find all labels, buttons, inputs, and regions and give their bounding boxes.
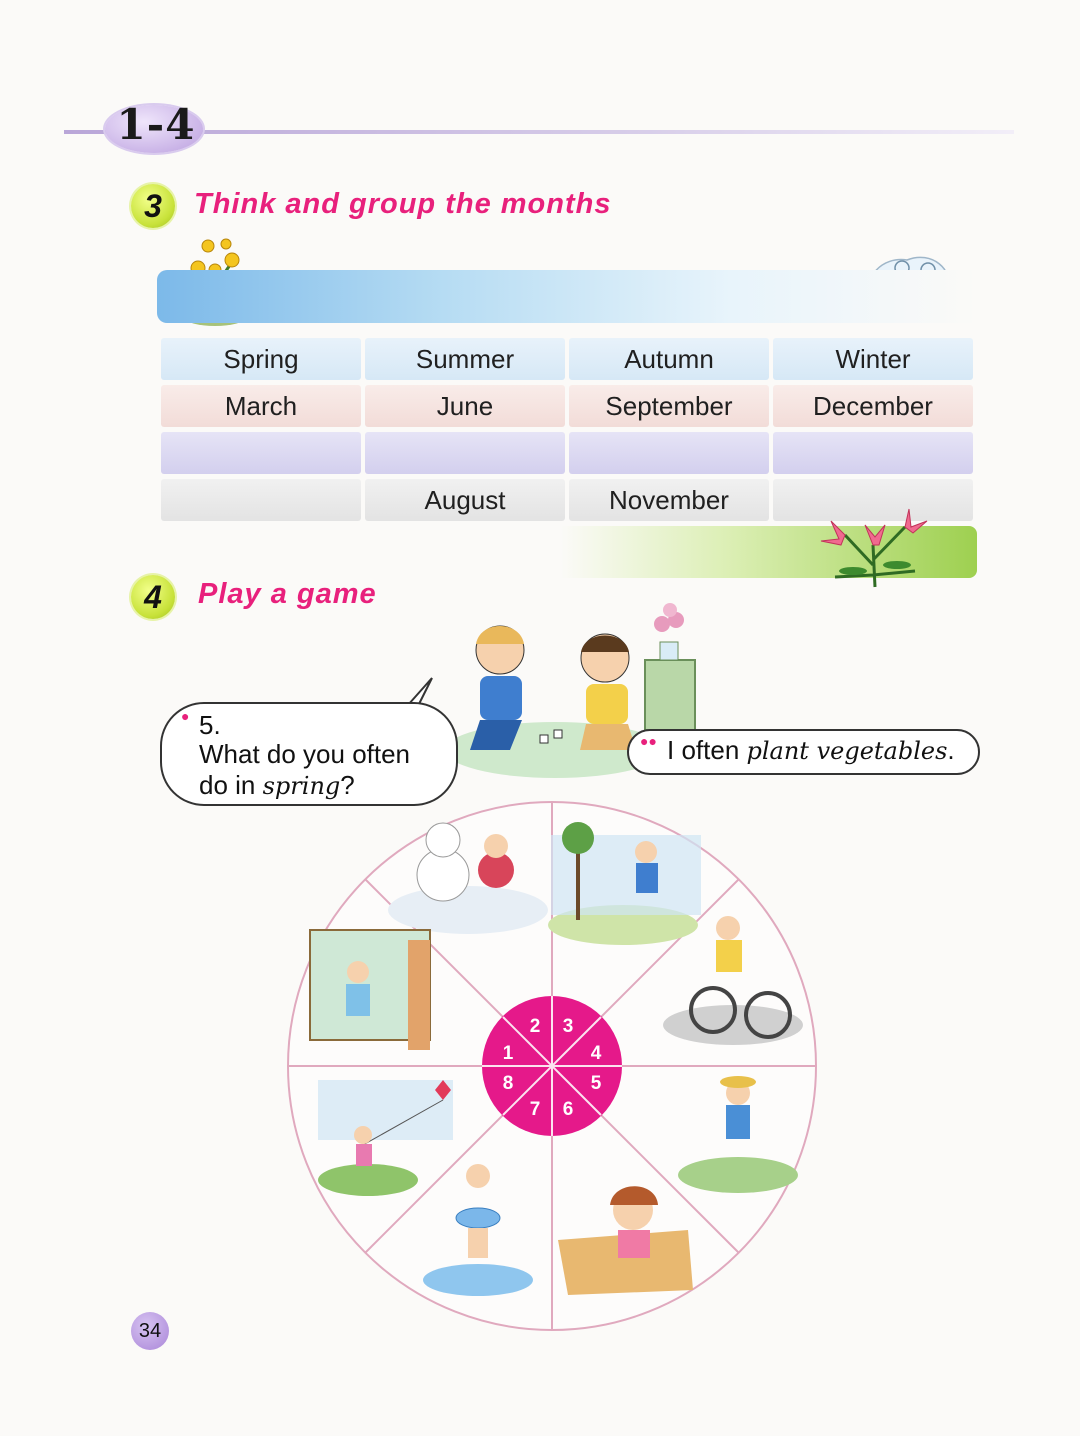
answer-text xyxy=(667,735,955,767)
month-cell: June xyxy=(365,385,565,427)
bubble-dots: ●● xyxy=(640,733,657,749)
month-cell: November xyxy=(569,479,769,521)
months-table xyxy=(157,333,977,526)
bubble-dot: ● xyxy=(181,708,190,724)
section-4-number: 4 xyxy=(131,575,175,619)
page-number: 34 xyxy=(131,1312,169,1350)
month-cell-blank[interactable] xyxy=(773,432,973,474)
month-cell-blank[interactable] xyxy=(161,432,361,474)
season-header-row xyxy=(161,338,973,380)
opening-door-illustration xyxy=(310,930,430,1050)
wheel-number-3[interactable]: 3 xyxy=(562,1016,574,1037)
unit-label: 1-4 xyxy=(116,100,196,149)
month-cell: September xyxy=(569,385,769,427)
wheel-number-5[interactable]: 5 xyxy=(590,1073,602,1094)
activity-wheel xyxy=(278,800,828,1335)
month-cell: August xyxy=(365,479,565,521)
wheel-number-7[interactable]: 7 xyxy=(529,1099,541,1120)
month-cell-blank[interactable] xyxy=(161,479,361,521)
section-4-title: Play a game xyxy=(198,578,377,610)
planting-tree-illustration xyxy=(548,822,701,945)
unit-header-line xyxy=(64,130,1014,134)
wheel-number-8[interactable]: 8 xyxy=(502,1073,514,1094)
question-number: 5. xyxy=(199,710,221,740)
month-row xyxy=(161,385,973,427)
table-header-banner xyxy=(157,270,977,323)
month-cell-blank[interactable] xyxy=(365,432,565,474)
section-3-number: 3 xyxy=(131,184,175,228)
month-cell-blank[interactable] xyxy=(569,432,769,474)
answer-period: . xyxy=(947,735,955,765)
month-row-blank xyxy=(161,432,973,474)
question-mark: ? xyxy=(340,770,355,800)
season-cell: Spring xyxy=(161,338,361,380)
wheel-number-4[interactable]: 4 xyxy=(590,1043,602,1064)
section-3-title: Think and group the months xyxy=(194,188,612,220)
answer-activity: plant vegetables xyxy=(746,737,948,765)
question-prefix: do in xyxy=(199,770,263,800)
wheel-number-2[interactable]: 2 xyxy=(529,1016,541,1037)
month-cell: March xyxy=(161,385,361,427)
question-line-1: What do you often xyxy=(199,739,411,769)
month-cell: December xyxy=(773,385,973,427)
question-season: spring xyxy=(262,772,341,800)
wheel-number-1[interactable]: 1 xyxy=(502,1043,514,1064)
answer-prefix: I often xyxy=(667,735,747,765)
season-cell: Summer xyxy=(365,338,565,380)
season-cell: Autumn xyxy=(569,338,769,380)
wheel-number-6[interactable]: 6 xyxy=(562,1099,574,1120)
question-line-2 xyxy=(199,770,355,802)
season-cell: Winter xyxy=(773,338,973,380)
lily-flowers-illustration xyxy=(815,505,930,590)
